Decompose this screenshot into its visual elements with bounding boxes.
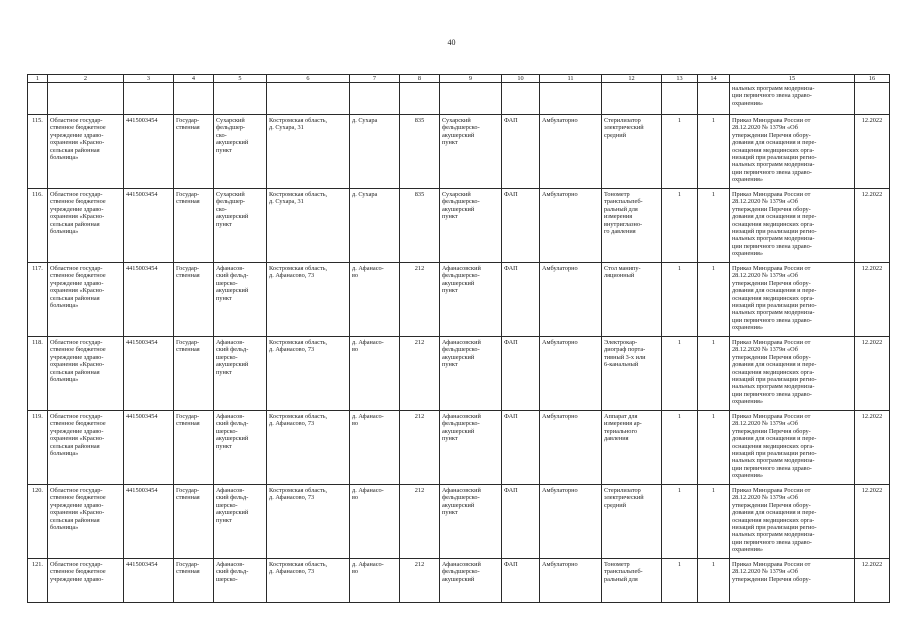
equipment-cell: Тонометр транспальпеб- ральный для измерения внутриглазно- го давления [602, 189, 662, 263]
column-header: 16 [855, 75, 890, 83]
organization-cell: Областное государ- ственное бюджетное учреждение здраво- охранения «Красно- сельская районная больница» [48, 115, 124, 189]
column-header: 15 [730, 75, 855, 83]
care-form-cell: Амбулаторно [540, 411, 602, 485]
equipment-cell: Аппарат для измерения ар- териального давления [602, 411, 662, 485]
column-number-row [28, 75, 890, 83]
column-header: 14 [698, 75, 730, 83]
population-cell: 835 [400, 115, 440, 189]
equipment-table [27, 74, 890, 603]
column-header: 8 [400, 75, 440, 83]
address-cell: Костромская область, д. Сухара, 31 [267, 115, 350, 189]
column-header: 5 [214, 75, 267, 83]
settlement-cell: д. Афанасо- во [350, 337, 400, 411]
order-cell: Приказ Минздрава России от 28.12.2020 № 1379н «Об утверждении Перечня обору- [730, 559, 855, 603]
care-form-cell: Амбулаторно [540, 485, 602, 559]
ownership-cell: Государ- ственная [174, 189, 214, 263]
need-cell: 1 [662, 485, 698, 559]
page-number: 40 [447, 38, 456, 47]
settlement-cell: д. Афанасо- во [350, 485, 400, 559]
population-cell: 212 [400, 337, 440, 411]
care-form-cell: Амбулаторно [540, 263, 602, 337]
order-cell: Приказ Минздрава России от 28.12.2020 № 1379н «Об утверждении Перечня обору- дования для оснащения и пере- оснащения медицинских орга- низаций при реализации регио- нальных программ модерниза- ции первичного звена здраво- охранения» [730, 411, 855, 485]
column-header: 6 [267, 75, 350, 83]
address-cell: Костромская область, д. Сухара, 31 [267, 189, 350, 263]
need-cell: 1 [662, 411, 698, 485]
column-header: 3 [124, 75, 174, 83]
organization-cell: Областное государ- ственное бюджетное учреждение здраво- [48, 559, 124, 603]
unit-type-cell: ФАП [502, 559, 540, 603]
inn-cell: 4415003454 [124, 485, 174, 559]
unit-name-cell: Афанасов- ский фельд- шерско- акушерский пункт [214, 411, 267, 485]
ownership-cell: Государ- ственная [174, 559, 214, 603]
unit-short-cell: Афанасовский фельдшерско- акушерский пункт [440, 485, 502, 559]
population-cell: 212 [400, 485, 440, 559]
unit-name-cell: Афанасов- ский фельд- шерско- акушерский пункт [214, 263, 267, 337]
unit-short-cell: Афанасовский фельдшерско- акушерский пункт [440, 263, 502, 337]
ownership-cell: Государ- ственная [174, 337, 214, 411]
unit-type-cell: ФАП [502, 411, 540, 485]
unit-name-cell: Сухарский фельдшер- ско- акушерский пункт [214, 189, 267, 263]
equipment-cell: Стерилизатор электрический средний [602, 115, 662, 189]
quantity-cell: 1 [698, 485, 730, 559]
organization-cell: Областное государ- ственное бюджетное учреждение здраво- охранения «Красно- сельская районная больница» [48, 263, 124, 337]
need-cell: 1 [662, 115, 698, 189]
organization-cell: Областное государ- ственное бюджетное учреждение здраво- охранения «Красно- сельская районная больница» [48, 485, 124, 559]
equipment-cell: Стерилизатор электрический средний [602, 485, 662, 559]
unit-type-cell: ФАП [502, 485, 540, 559]
settlement-cell: д. Афанасо- во [350, 411, 400, 485]
order-cell: Приказ Минздрава России от 28.12.2020 № 1379н «Об утверждении Перечня обору- дования для оснащения и пере- оснащения медицинских орга- низаций при реализации регио- нальных программ модерниза- ции первичного звена здраво- охранения» [730, 337, 855, 411]
care-form-cell: Амбулаторно [540, 559, 602, 603]
population-cell: 212 [400, 263, 440, 337]
inn-cell: 4415003454 [124, 337, 174, 411]
equipment-cell: Тонометр транспальпеб- ральный для [602, 559, 662, 603]
row-number-cell: 119. [28, 411, 48, 485]
need-cell: 1 [662, 559, 698, 603]
table-row [28, 559, 890, 603]
inn-cell: 4415003454 [124, 559, 174, 603]
date-cell: 12.2022 [855, 263, 890, 337]
column-header: 9 [440, 75, 502, 83]
date-cell: 12.2022 [855, 189, 890, 263]
care-form-cell: Амбулаторно [540, 337, 602, 411]
date-cell: 12.2022 [855, 485, 890, 559]
inn-cell: 4415003454 [124, 115, 174, 189]
equipment-cell: Стол манипу- ляционный [602, 263, 662, 337]
unit-short-cell: Сухарский фельдшерско- акушерский пункт [440, 189, 502, 263]
need-cell: 1 [662, 189, 698, 263]
quantity-cell: 1 [698, 189, 730, 263]
settlement-cell: д. Сухара [350, 115, 400, 189]
unit-type-cell: ФАП [502, 189, 540, 263]
unit-name-cell: Афанасов- ский фельд- шерско- акушерский пункт [214, 485, 267, 559]
row-number-cell: 121. [28, 559, 48, 603]
address-cell: Костромская область, д. Афанасово, 73 [267, 485, 350, 559]
quantity-cell: 1 [698, 337, 730, 411]
date-cell: 12.2022 [855, 337, 890, 411]
inn-cell: 4415003454 [124, 189, 174, 263]
order-cell: Приказ Минздрава России от 28.12.2020 № 1379н «Об утверждении Перечня обору- дования для оснащения и пере- оснащения медицинских орга- низаций при реализации регио- нальных программ модерниза- ции первичного звена здраво- охранения» [730, 263, 855, 337]
column-header: 1 [28, 75, 48, 83]
care-form-cell: Амбулаторно [540, 115, 602, 189]
order-cell: Приказ Минздрава России от 28.12.2020 № 1379н «Об утверждении Перечня обору- дования для оснащения и пере- оснащения медицинских орга- низаций при реализации регио- нальных программ модерниза- ции первичного звена здраво- охранения» [730, 115, 855, 189]
quantity-cell: 1 [698, 115, 730, 189]
row-number-cell: 117. [28, 263, 48, 337]
date-cell: 12.2022 [855, 115, 890, 189]
unit-short-cell: Афанасовский фельдшерско- акушерский [440, 559, 502, 603]
table-row [28, 189, 890, 263]
care-form-cell: Амбулаторно [540, 189, 602, 263]
row-number-cell: 120. [28, 485, 48, 559]
column-header: 7 [350, 75, 400, 83]
order-cell: Приказ Минздрава России от 28.12.2020 № 1379н «Об утверждении Перечня обору- дования для оснащения и пере- оснащения медицинских орга- низаций при реализации регио- нальных программ модерниза- ции первичного звена здраво- охранения» [730, 485, 855, 559]
need-cell: 1 [662, 263, 698, 337]
column-header: 2 [48, 75, 124, 83]
equipment-cell: Электрокар- диограф порта- тивный 3-х или 6-канальный [602, 337, 662, 411]
column-header: 11 [540, 75, 602, 83]
table-row [28, 485, 890, 559]
column-header: 10 [502, 75, 540, 83]
unit-name-cell: Афанасов- ский фельд- шерско- [214, 559, 267, 603]
quantity-cell: 1 [698, 263, 730, 337]
organization-cell: Областное государ- ственное бюджетное учреждение здраво- охранения «Красно- сельская районная больница» [48, 411, 124, 485]
organization-cell: Областное государ- ственное бюджетное учреждение здраво- охранения «Красно- сельская районная больница» [48, 189, 124, 263]
address-cell: Костромская область, д. Афанасово, 73 [267, 263, 350, 337]
ownership-cell: Государ- ственная [174, 411, 214, 485]
settlement-cell: д. Афанасо- во [350, 559, 400, 603]
unit-name-cell: Сухарский фельдшер- ско- акушерский пункт [214, 115, 267, 189]
unit-short-cell: Афанасовский фельдшерско- акушерский пункт [440, 411, 502, 485]
table-row [28, 115, 890, 189]
column-header: 13 [662, 75, 698, 83]
ownership-cell: Государ- ственная [174, 263, 214, 337]
table-row [28, 263, 890, 337]
date-cell: 12.2022 [855, 411, 890, 485]
unit-type-cell: ФАП [502, 115, 540, 189]
unit-short-cell: Сухарский фельдшерско- акушерский пункт [440, 115, 502, 189]
population-cell: 212 [400, 559, 440, 603]
column-header: 12 [602, 75, 662, 83]
settlement-cell: д. Сухара [350, 189, 400, 263]
unit-type-cell: ФАП [502, 337, 540, 411]
address-cell: Костромская область, д. Афанасово, 73 [267, 411, 350, 485]
column-header: 4 [174, 75, 214, 83]
continuation-row [28, 83, 890, 115]
population-cell: 835 [400, 189, 440, 263]
date-cell: 12.2022 [855, 559, 890, 603]
inn-cell: 4415003454 [124, 411, 174, 485]
order-cell-continued: нальных программ модерниза- ции первичного звена здраво- охранения» [730, 83, 855, 115]
need-cell: 1 [662, 337, 698, 411]
address-cell: Костромская область, д. Афанасово, 73 [267, 559, 350, 603]
ownership-cell: Государ- ственная [174, 115, 214, 189]
row-number-cell: 116. [28, 189, 48, 263]
unit-short-cell: Афанасовский фельдшерско- акушерский пункт [440, 337, 502, 411]
table-row [28, 337, 890, 411]
quantity-cell: 1 [698, 559, 730, 603]
population-cell: 212 [400, 411, 440, 485]
organization-cell: Областное государ- ственное бюджетное учреждение здраво- охранения «Красно- сельская районная больница» [48, 337, 124, 411]
row-number-cell: 115. [28, 115, 48, 189]
row-number-cell: 118. [28, 337, 48, 411]
table-row [28, 411, 890, 485]
unit-name-cell: Афанасов- ский фельд- шерско- акушерский пункт [214, 337, 267, 411]
unit-type-cell: ФАП [502, 263, 540, 337]
inn-cell: 4415003454 [124, 263, 174, 337]
quantity-cell: 1 [698, 411, 730, 485]
ownership-cell: Государ- ственная [174, 485, 214, 559]
address-cell: Костромская область, д. Афанасово, 73 [267, 337, 350, 411]
settlement-cell: д. Афанасо- во [350, 263, 400, 337]
order-cell: Приказ Минздрава России от 28.12.2020 № 1379н «Об утверждении Перечня обору- дования для оснащения и пере- оснащения медицинских орга- низаций при реализации регио- нальных программ модерниза- ции первичного звена здраво- охранения» [730, 189, 855, 263]
